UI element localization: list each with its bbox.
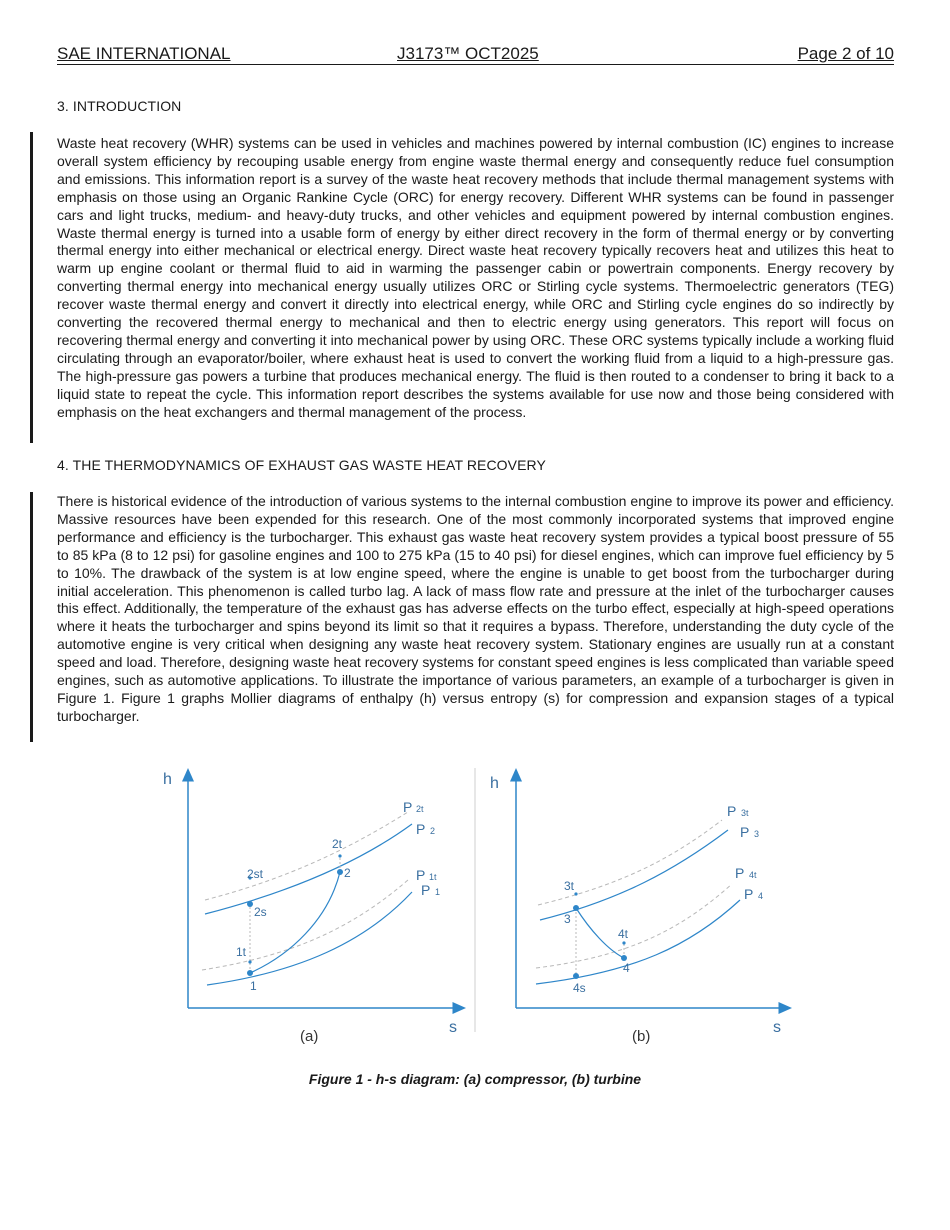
label-state-1t: 1t (236, 945, 247, 959)
label-p4t-subscript: 4t (749, 870, 757, 880)
label-state-4: 4 (623, 961, 630, 975)
label-p2-symbol: P (416, 821, 426, 837)
change-bar-section-3 (30, 132, 33, 443)
section-3-body: Waste heat recovery (WHR) systems can be used in vehicles and machines powered by internal combustion (IC) engines to increase overall system efficiency by recouping usable energy from engine waste thermal energy and consequently reduce fuel consumption and emissions. This information report is a survey of the waste heat recovery methods that include thermal management systems with emphasis on those using an Organic Rankine Cycle (ORC) for energy recovery. Different WHR systems can be found in passenger cars and light trucks, medium- and heavy-duty trucks, and other vehicles and equipment powered by internal combustion engines. Waste thermal energy is turned into a usable form of energy by either direct recovery in the form of thermal energy or by converting thermal energy into either mechanical or electrical energy. Direct waste heat recovery typically recovers heat and utilizes this heat to warm up engine coolant or thermal fluid to aid in warming the passenger cabin or powertrain components. Energy recovery by converting thermal energy into mechanical energy usually utilizes ORC or Stirling cycle systems. Thermoelectric generators (TEG) recover waste thermal energy and convert it directly into electrical energy, while ORC and Stirling cycle engines do so indirectly by converting the recovered thermal energy to mechanical and then to electric energy using generators. This report will focus on recovering thermal energy and converting it into mechanical power by using ORC. These ORC systems typically include a working fluid circulating through an evaporator/boiler, where exhaust heat is used to convert the working fluid from a liquid to a high-pressure gas. The high-pressure gas powers a turbine that produces mechanical energy. The fluid is then routed to a condenser to bring it back to a liquid state to repeat the cycle. This information report describes the systems available for use now and those being considered with emphasis on the heat exchangers and thermal management of the process. (57, 135, 894, 420)
panel-a-x-axis-label: s (449, 1019, 457, 1036)
panel-a-y-axis-label: h (163, 771, 172, 788)
state-point-2 (337, 869, 343, 875)
change-bar-section-4 (30, 492, 33, 742)
isobar-p2 (205, 824, 412, 914)
panel-a-compressor (163, 771, 460, 1045)
state-point-2s (247, 901, 253, 907)
label-p2t-subscript: 2t (416, 804, 424, 814)
label-p1t-subscript: 1t (429, 872, 437, 882)
label-p3-symbol: P (740, 824, 750, 840)
label-state-3: 3 (564, 912, 571, 926)
isobar-p2t (205, 812, 408, 900)
state-point-4t (622, 941, 625, 944)
label-state-4t: 4t (618, 927, 629, 941)
expansion-path (576, 908, 624, 958)
state-point-1t (248, 960, 251, 963)
compression-path (250, 872, 340, 973)
state-point-1 (247, 970, 253, 976)
panel-b-sublabel: (b) (632, 1028, 651, 1045)
label-state-4s: 4s (573, 981, 586, 995)
label-p1-subscript: 1 (435, 887, 441, 897)
panel-b-turbine (490, 774, 786, 1045)
label-state-1: 1 (250, 979, 257, 993)
figure-1-hs-diagrams (150, 760, 800, 1050)
label-p2t-symbol: P (403, 799, 413, 815)
panel-a-sublabel: (a) (300, 1028, 319, 1045)
label-p3t-symbol: P (727, 803, 737, 819)
isobar-p1t (202, 880, 408, 970)
section-4-body: There is historical evidence of the introduction of various systems to the internal combustion engine to improve its power and efficiency. Massive resources have been expended for this research. One of the most commonly incorporated systems that improved engine performance and efficiency is the turbocharger. This exhaust gas waste heat recovery system provides a typical boost pressure of 55 to 85 kPa (8 to 12 psi) for gasoline engines and 100 to 275 kPa (15 to 40 psi) for diesel engines, which can improve fuel efficiency by 5 to 10%. The drawback of the system is at low engine speed, where the engine is unable to get boost from the turbocharger during initial acceleration. This phenomenon is called turbo lag. A lack of mass flow rate and pressure at the inlet of the turbocharger causes this effect. Additionally, the temperature of the exhaust gas has adverse effects on the turbo effect, especially at high-speed operations where it heats the turbocharger and spins beyond its limit so that it requires a bypass. Therefore, understanding the duty cycle of the automotive engine is very critical when designing any waste heat recovery system. Stationary engines are usually run at a constant speed and load. Therefore, designing waste heat recovery systems for constant speed engines is less complicated than variable speed engines, such as automotive applications. To illustrate the importance of various parameters, an example of a turbocharger is given in Figure 1. Figure 1 graphs Mollier diagrams of enthalpy (h) versus entropy (s) for compression and expansion stages of a typical turbocharger. (57, 493, 894, 724)
label-p4t-symbol: P (735, 865, 745, 881)
isobar-p4t (536, 884, 732, 968)
label-p4-subscript: 4 (758, 891, 764, 901)
header-page-number: Page 2 of 10 (797, 44, 894, 63)
isobar-p1 (207, 892, 412, 985)
label-state-2t: 2t (332, 837, 343, 851)
header-org: SAE INTERNATIONAL (57, 44, 231, 63)
label-state-2st: 2st (247, 867, 264, 881)
label-p3t-subscript: 3t (741, 808, 749, 818)
label-p3-subscript: 3 (754, 829, 760, 839)
state-point-3 (573, 905, 579, 911)
label-p1t-symbol: P (416, 867, 426, 883)
panel-b-y-axis-label: h (490, 775, 499, 792)
state-point-2t (338, 854, 341, 857)
figure-1 (150, 760, 800, 1050)
section-4-title: 4. THE THERMODYNAMICS OF EXHAUST GAS WASTE HEAT RECOVERY (57, 457, 546, 473)
header-doc-id: J3173™ OCT2025 (397, 44, 539, 63)
state-point-3t (574, 892, 577, 895)
section-3-title: 3. INTRODUCTION (57, 98, 182, 114)
panel-b-x-axis-label: s (773, 1019, 781, 1036)
label-p1-symbol: P (421, 882, 431, 898)
figure-1-caption: Figure 1 - h-s diagram: (a) compressor, (b) turbine (308, 1071, 642, 1087)
label-p2-subscript: 2 (430, 826, 436, 836)
label-state-2s: 2s (254, 905, 267, 919)
page-header (57, 44, 894, 65)
label-state-2: 2 (344, 866, 351, 880)
label-p4-symbol: P (744, 886, 754, 902)
isobar-p3 (540, 830, 728, 920)
label-state-3t: 3t (564, 879, 575, 893)
state-point-4s (573, 973, 579, 979)
